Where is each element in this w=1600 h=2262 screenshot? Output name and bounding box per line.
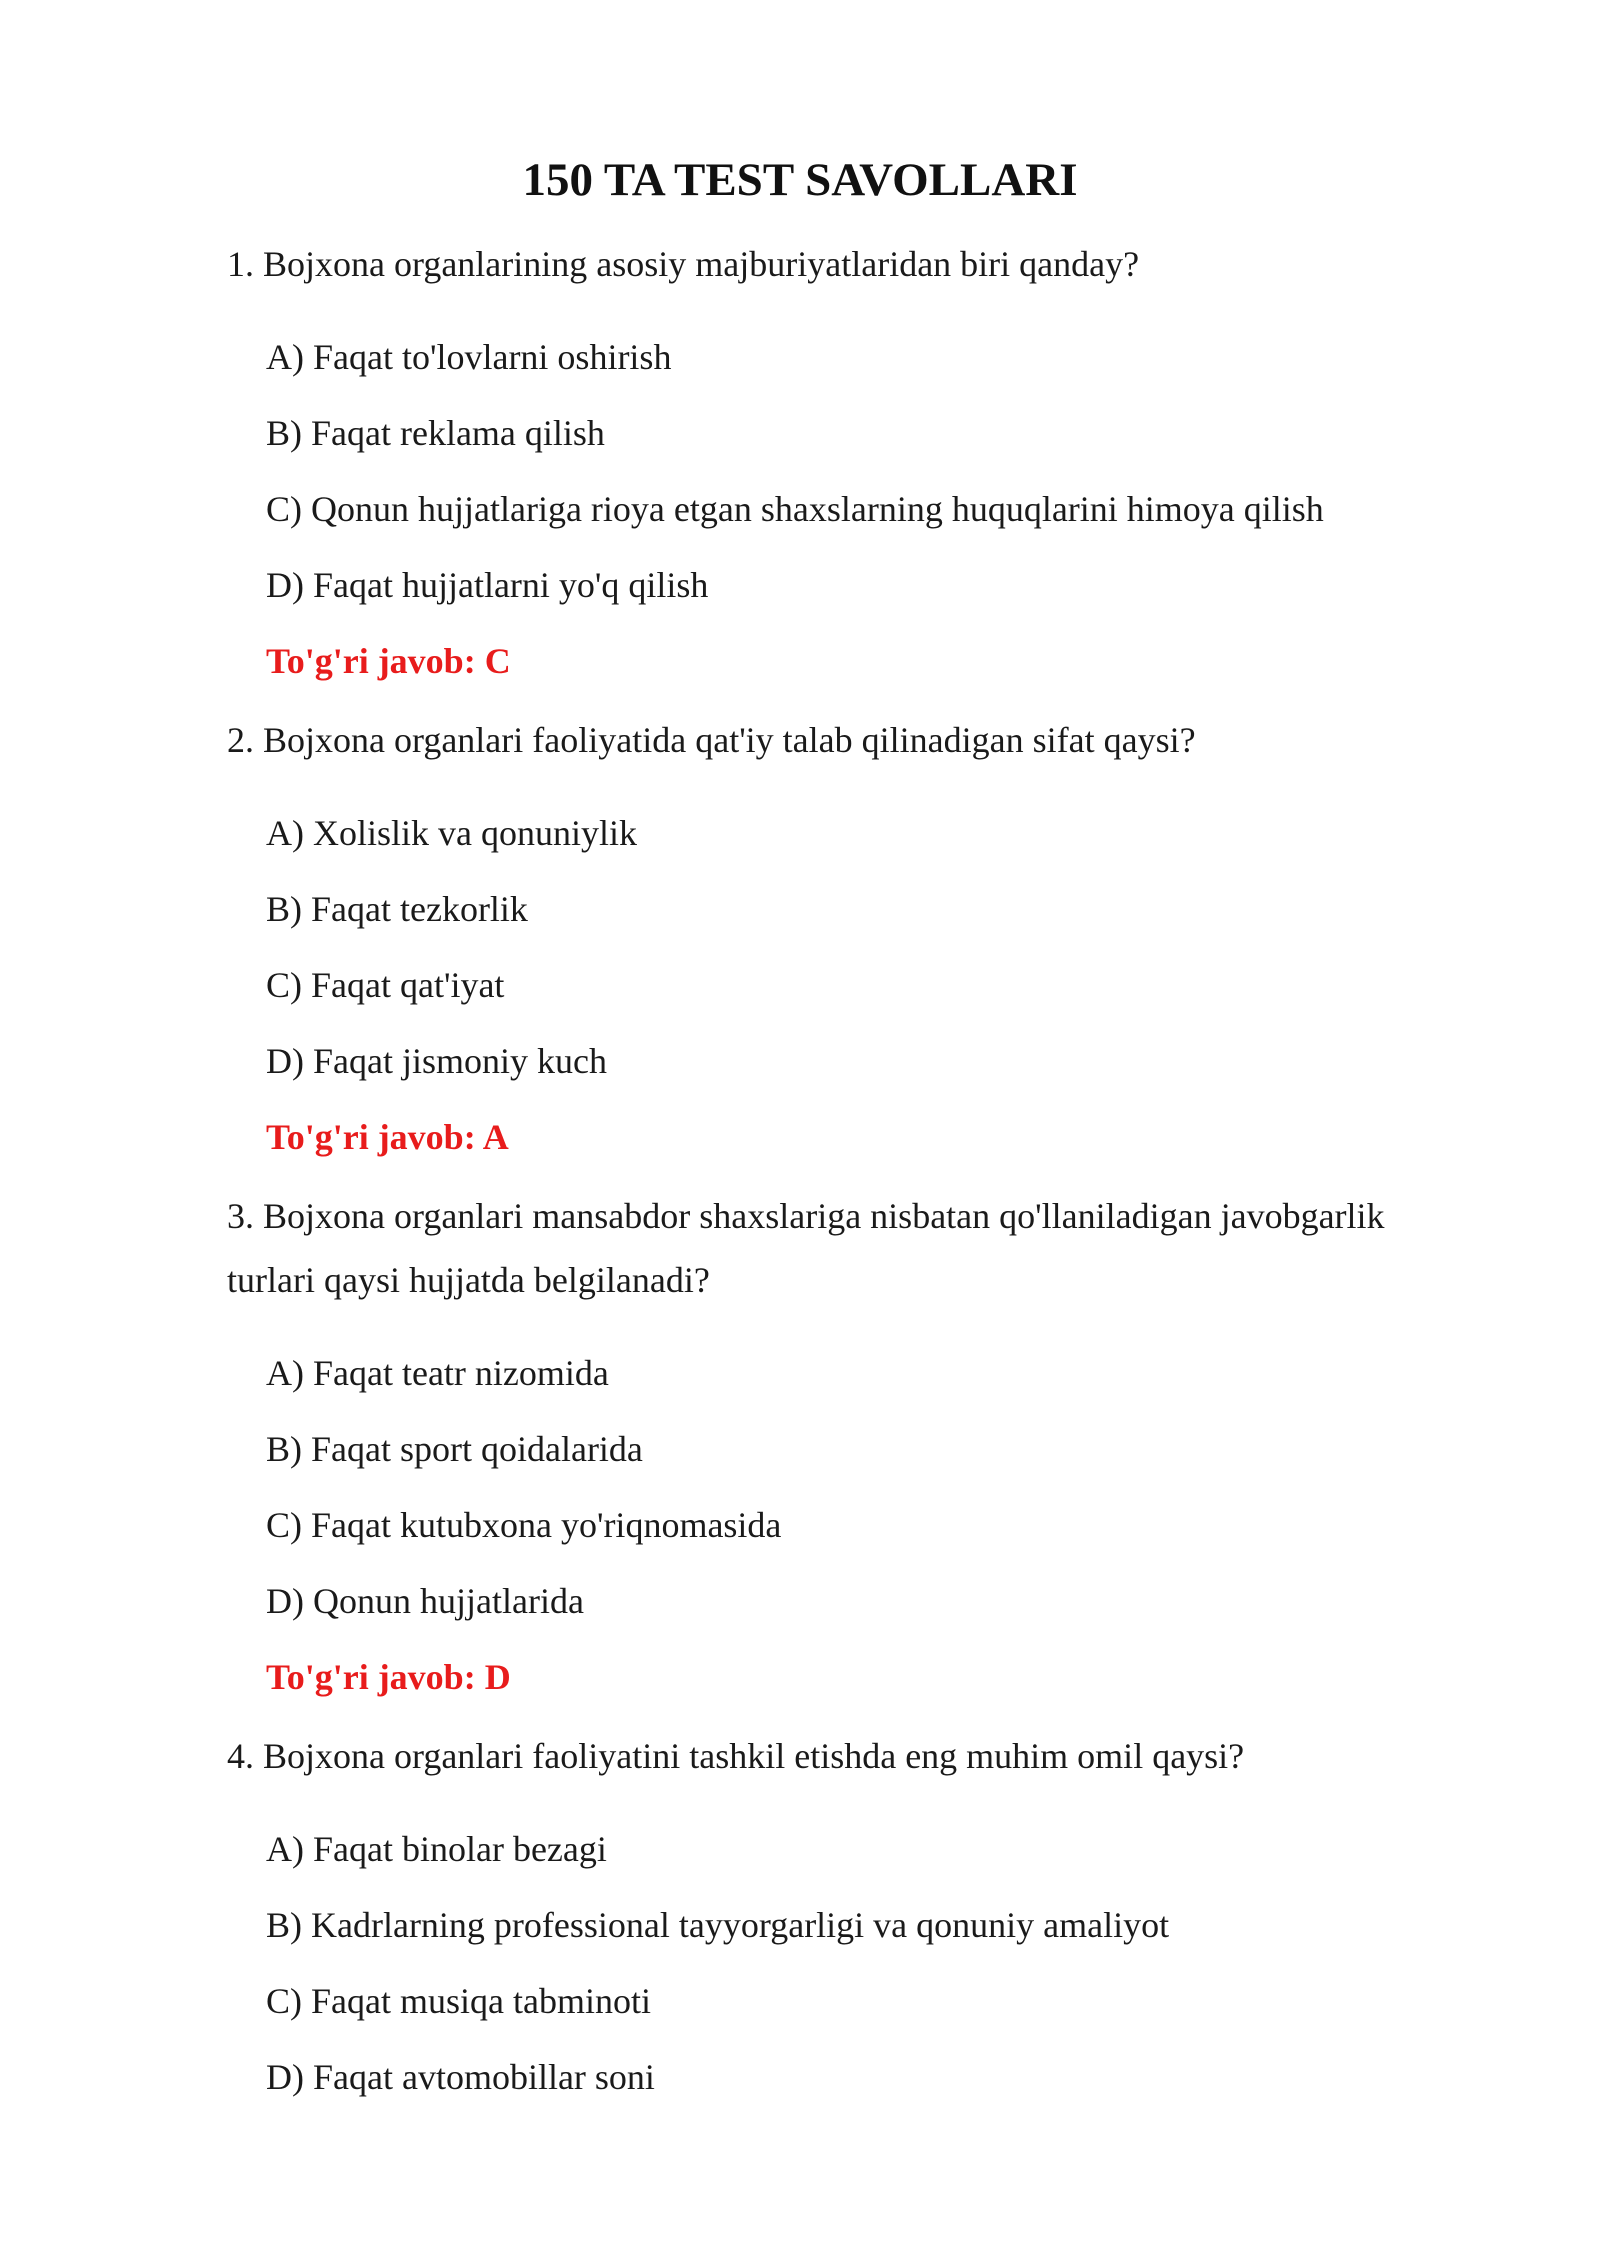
question-2-option-b: B) Faqat tezkorlik — [266, 889, 528, 929]
question-1-option-b: B) Faqat reklama qilish — [266, 413, 605, 453]
question-2-answer: To'g'ri javob: A — [266, 1117, 509, 1157]
question-4-option-b: B) Kadrlarning professional tayyorgarligi va qonuniy amaliyot — [266, 1905, 1170, 1945]
document-title: 150 TA TEST SAVOLLARI — [522, 154, 1078, 206]
question-1-option-d: D) Faqat hujjatlarni yo'q qilish — [266, 565, 709, 605]
question-1-option-c: C) Qonun hujjatlariga rioya etgan shaxslarning huquqlarini himoya qilish — [266, 489, 1324, 529]
question-2-option-a: A) Xolislik va qonuniylik — [266, 813, 637, 853]
question-2-option-c: C) Faqat qat'iyat — [266, 965, 505, 1005]
question-1: 1. Bojxona organlarining asosiy majburiyatlaridan biri qanday? — [227, 244, 1140, 284]
question-3-option-d: D) Qonun hujjatlarida — [266, 1581, 584, 1621]
question-3-option-c: C) Faqat kutubxona yo'riqnomasida — [266, 1505, 782, 1545]
question-3-option-a: A) Faqat teatr nizomida — [266, 1353, 609, 1393]
question-4-option-a: A) Faqat binolar bezagi — [266, 1829, 607, 1869]
question-3-answer: To'g'ri javob: D — [266, 1657, 511, 1697]
question-4: 4. Bojxona organlari faoliyatini tashkil etishda eng muhim omil qaysi? — [227, 1736, 1245, 1776]
question-3: 3. Bojxona organlari mansabdor shaxslariga nisbatan qo'llaniladigan javobgarlik turlari qaysi hujjatda belgilanadi? — [227, 1196, 1385, 1300]
question-1-answer: To'g'ri javob: C — [266, 641, 511, 681]
question-3-option-b: B) Faqat sport qoidalarida — [266, 1429, 643, 1469]
question-4-option-d: D) Faqat avtomobillar soni — [266, 2057, 655, 2097]
question-1-option-a: A) Faqat to'lovlarni oshirish — [266, 337, 672, 377]
question-2: 2. Bojxona organlari faoliyatida qat'iy talab qilinadigan sifat qaysi? — [227, 720, 1196, 760]
question-2-option-d: D) Faqat jismoniy kuch — [266, 1041, 607, 1081]
question-4-option-c: C) Faqat musiqa tabminoti — [266, 1981, 651, 2021]
